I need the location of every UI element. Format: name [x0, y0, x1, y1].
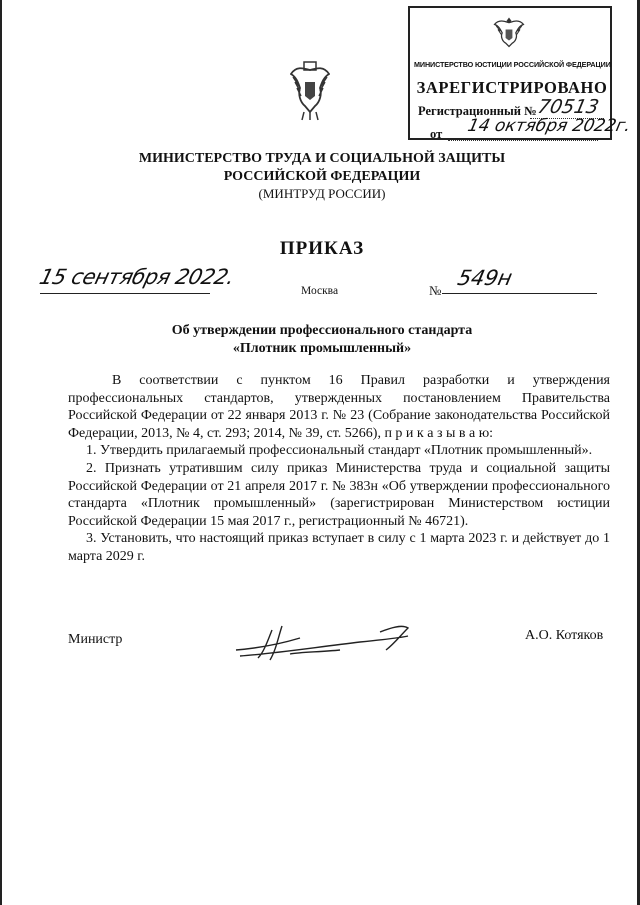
- handwritten-signature: [230, 618, 430, 668]
- state-emblem-eagle-icon: [290, 60, 330, 122]
- order-item-2: 2. Признать утратившим силу приказ Министерства труда и социальной защиты Российской Федерации от 21 апреля 2017 г. № 383н «Об утверждении профессионального стандарта «Плотник промышленный» (зарегистрирован Министерством юстиции Российской Федерации 15 мая 2017 г., регистрационный № 46721).: [68, 460, 610, 529]
- registration-stamp: [408, 6, 633, 141]
- stamp-date-label: от: [430, 127, 443, 141]
- order-date-handwritten: 15 сентября 2022.: [37, 265, 237, 289]
- stamp-date-handwritten: [448, 116, 633, 136]
- order-body: [68, 372, 610, 566]
- ministry-short-name: (МИНТРУД РОССИИ): [258, 186, 386, 201]
- order-subject-line2: «Плотник промышленный»: [232, 341, 412, 356]
- stamp-date-line: [448, 140, 598, 141]
- order-number-handwritten: 549н: [455, 266, 515, 290]
- order-subject-line1: Об утверждении профессионального стандарта: [171, 323, 473, 338]
- order-item-1: 1. Утвердить прилагаемый профессиональный стандарт «Плотник промышленный».: [86, 443, 593, 459]
- stamp-date-text: 14 октября 2022г.: [465, 116, 633, 136]
- stamp-registered-label: ЗАРЕГИСТРИРОВАНО: [416, 78, 608, 97]
- stamp-reg-number-label: Регистрационный №: [418, 104, 537, 118]
- order-date-line: [40, 293, 210, 294]
- order-city: Москва: [301, 285, 339, 297]
- stamp-reg-number-value: 70513: [535, 96, 601, 118]
- stamp-ministry-name: МИНИСТЕРСТВО ЮСТИЦИИ РОССИЙСКОЙ ФЕДЕРАЦИИ: [414, 60, 611, 69]
- order-title: ПРИКАЗ: [279, 238, 365, 259]
- signatory-name: А.О. Котяков: [525, 628, 604, 643]
- order-number-label: №: [429, 283, 442, 298]
- stamp-eagle-icon: [492, 14, 526, 50]
- signatory-position: Министр: [68, 632, 123, 647]
- order-item-3: 3. Установить, что настоящий приказ вступает в силу с 1 марта 2023 г. и действует до 1 марта 2029 г.: [68, 531, 610, 564]
- order-number-line: [442, 293, 597, 294]
- order-preamble: В соответствии с пунктом 16 Правил разработки и утверждения профессиональных стандартов, утвержденных постановлением Правительства Российской Федерации от 22 января 2013 г. № 23 (Собрание законодательства Российской Федерации, 2013, № 4, ст. 293; 2014, № 39, ст. 5266), п р и к а з ы в а ю:: [68, 373, 610, 441]
- ministry-name-line2: РОССИЙСКОЙ ФЕДЕРАЦИИ: [223, 169, 421, 184]
- ministry-name-line1: МИНИСТЕРСТВО ТРУДА И СОЦИАЛЬНОЙ ЗАЩИТЫ: [138, 151, 506, 166]
